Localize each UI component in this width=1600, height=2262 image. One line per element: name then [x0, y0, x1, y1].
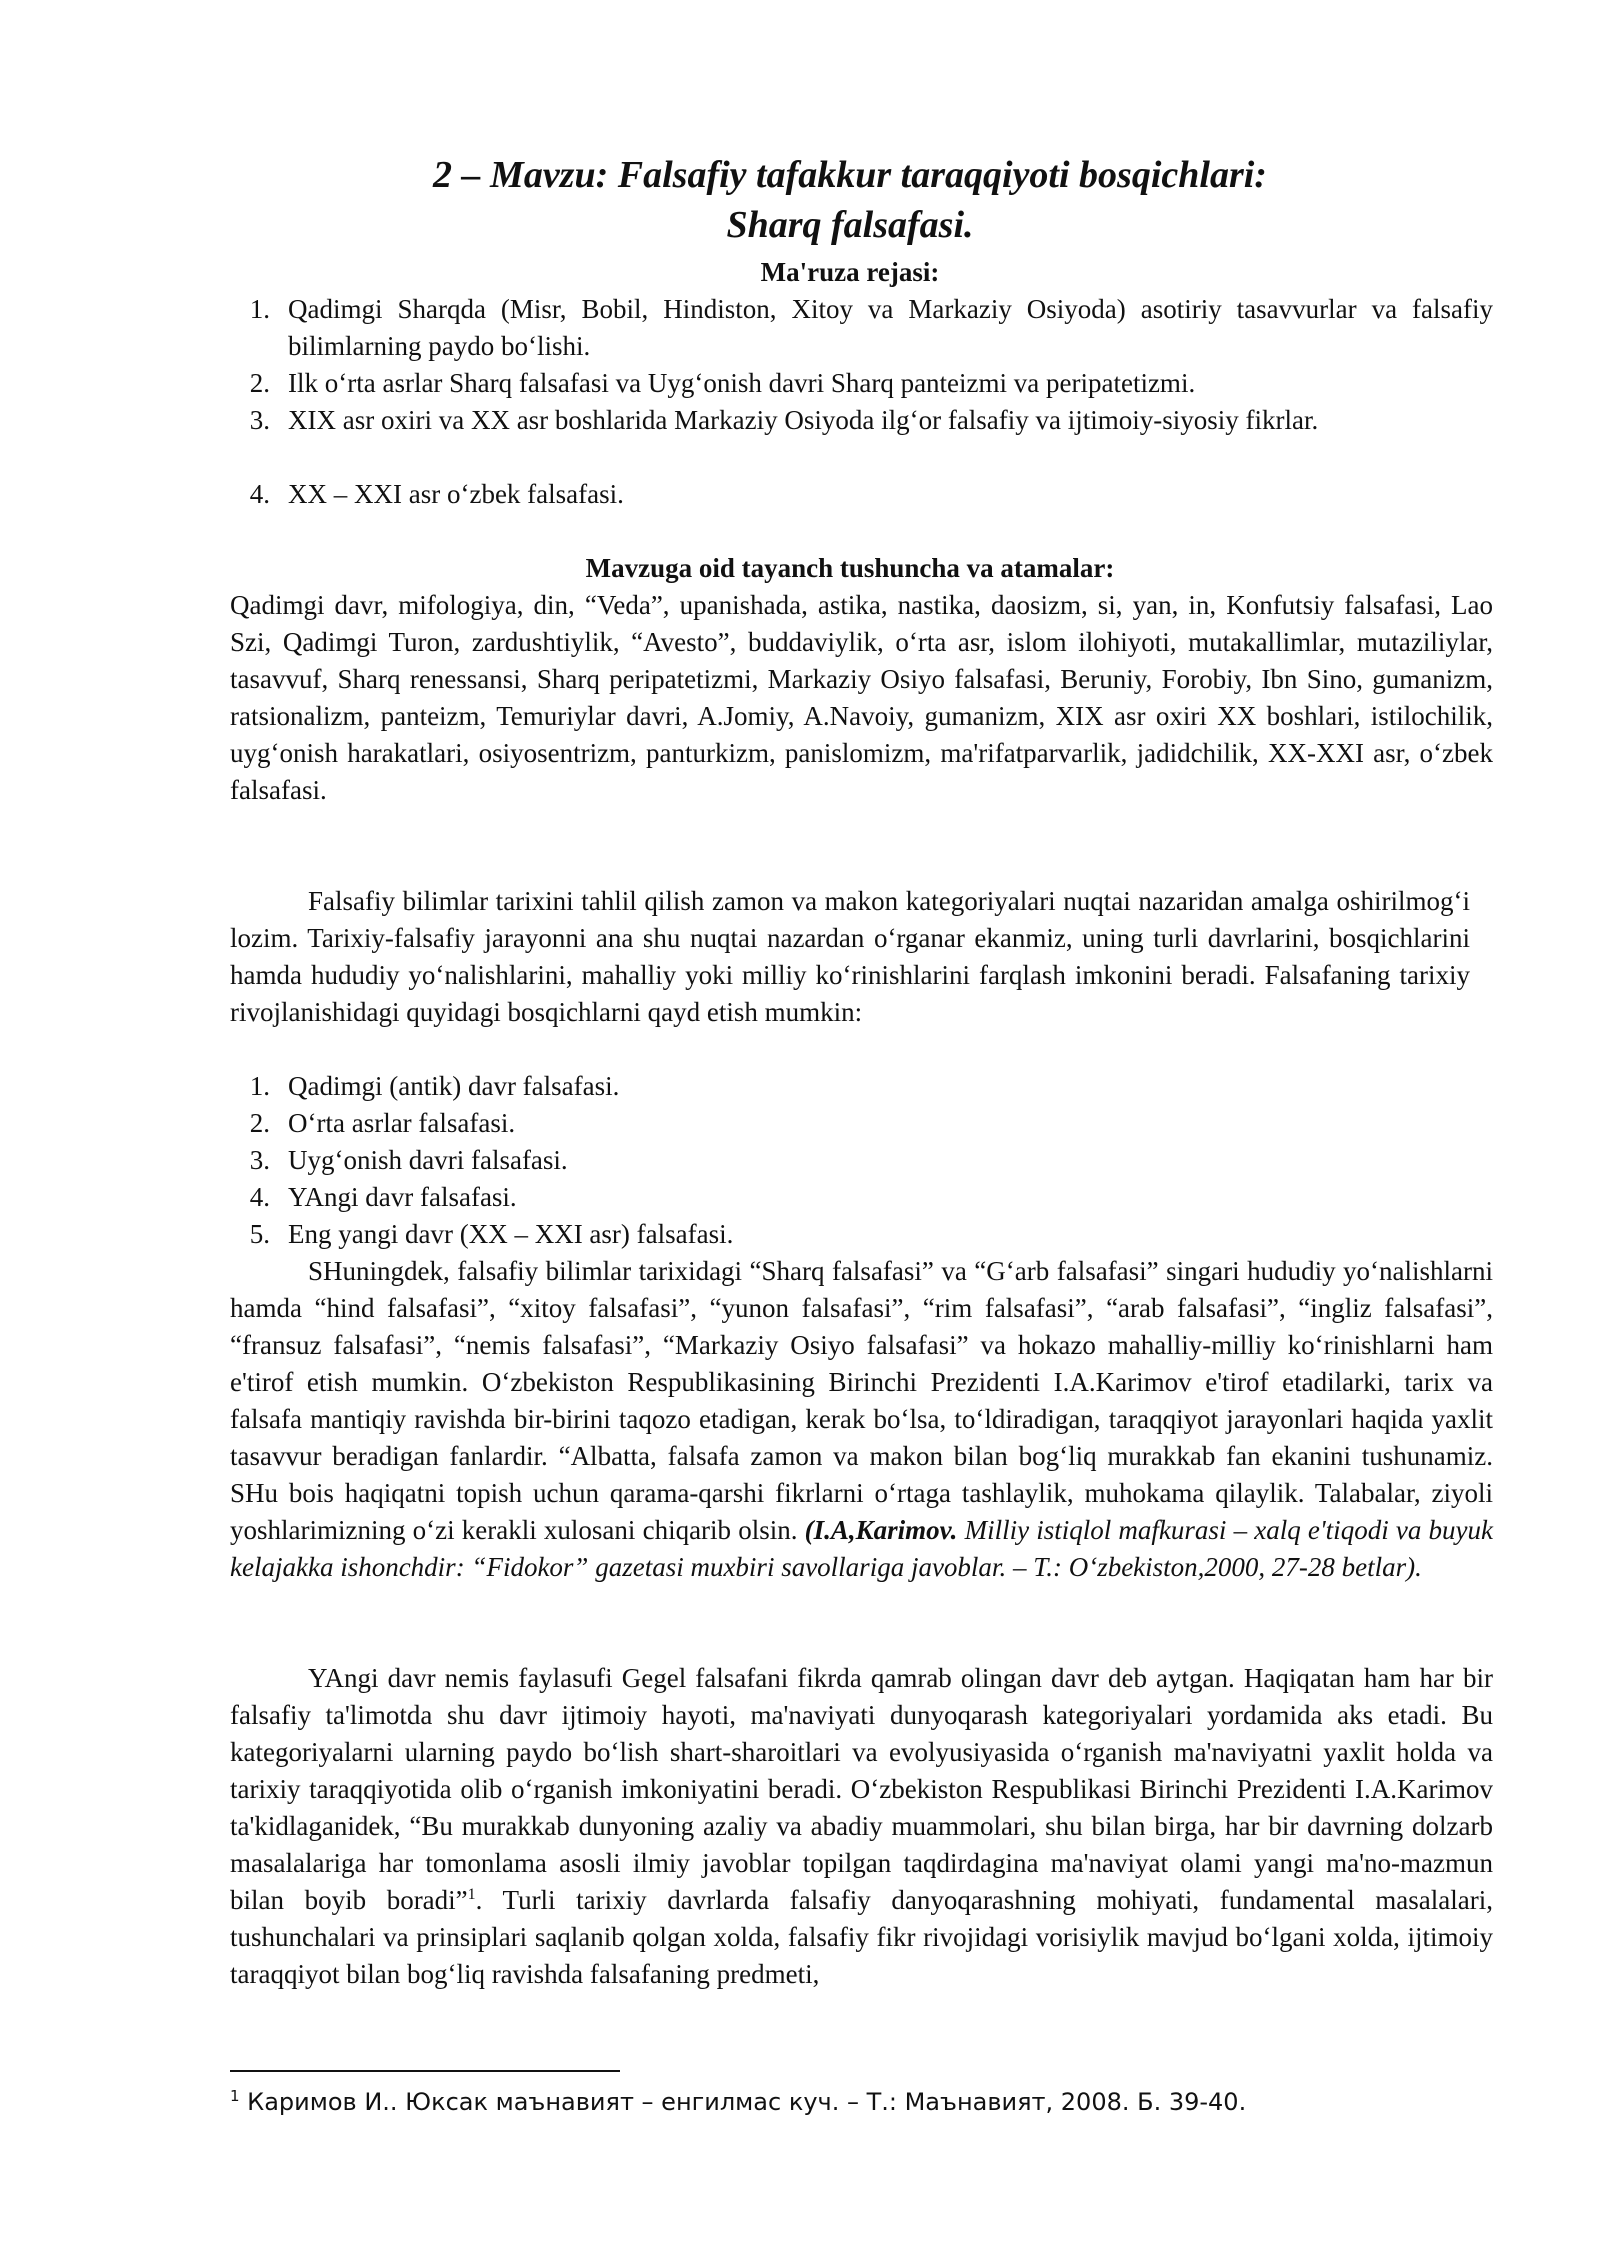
- karimov-quote-paragraph: [230, 1253, 1493, 1586]
- intro-paragraph: Falsafiy bilimlar tarixini tahlil qilish zamon va makon kategoriyalari nuqtai nazaridan amalga oshirilmog‘i lozim. Tarixiy-falsafiy jarayonni ana shu nuqtai nazardan o‘rganar ekanmiz, uning turli davrlarini, bosqichlarini hamda hududiy yo‘nalishlarini, mahalliy yoki milliy ko‘rinishlarini farqlash imkonini beradi. Falsafaning tarixiy rivojlanishidagi quyidagi bosqichlarni qayd etish mumkin:: [230, 886, 1470, 1027]
- plan-heading: Ma'ruza rejasi:: [760, 257, 940, 287]
- footnote: [230, 2086, 1470, 2118]
- footnote-separator: [230, 2070, 620, 2072]
- title-line-2: Sharq falsafasi.: [726, 204, 974, 246]
- plan-item-number: 2.: [249, 368, 270, 398]
- hegel-paragraph: [230, 1660, 1493, 1993]
- stage-text: O‘rta asrlar falsafasi.: [288, 1108, 516, 1138]
- terms-heading: Mavzuga oid tayanch tushuncha va atamalar:: [585, 553, 1115, 583]
- plan-item-number: 4.: [249, 479, 270, 509]
- stage-number: 1.: [249, 1071, 270, 1101]
- plan-item-number: 1.: [249, 294, 270, 324]
- stage-text: Qadimgi (antik) davr falsafasi.: [288, 1071, 620, 1101]
- stage-text: Eng yangi davr (XX – XXI asr) falsafasi.: [288, 1219, 734, 1249]
- citation-source: Milliy istiqlol mafkurasi – xalq e'tiqodi va buyuk kelajakka ishonchdir: “Fidokor” gazetasi muxbiri savollariga javoblar. – T.: O‘zbekiston,2000, 27-28 betlar).: [230, 1515, 1493, 1582]
- citation-author: (I.A,Karimov.: [804, 1515, 958, 1545]
- stage-number: 2.: [249, 1108, 270, 1138]
- footnote-reference[interactable]: 1: [467, 1886, 476, 1903]
- paragraph-text: YAngi davr nemis faylasufi Gegel falsafani fikrda qamrab olingan davr deb aytgan. Haqiqatan ham har bir falsafiy ta'limotda shu davr ijtimoiy hayoti, ma'naviyati dunyoqarash kategoriyalari yordamida aks etadi. Bu kategoriyalarni ularning paydo bo‘lish shart-sharoitlari va evolyusiyasida o‘rganish ma'naviyatni yaxlit holda va tarixiy taraqqiyotida olib o‘rganish imkoniyatini beradi. O‘zbekiston Respublikasi Birinchi Prezidenti I.A.Karimov ta'kidlaganidek, “Bu murakkab dunyoning azaliy va abadiy muammolari, shu bilan birga, har bir davrning dolzarb masalalariga har tomonlama asosli ilmiy javoblar topilgan taqdirdagina ma'naviyat olami yangi ma'no-mazmun bilan boyib boradi”: [230, 1663, 1493, 1915]
- stage-text: YAngi davr falsafasi.: [288, 1182, 517, 1212]
- title-line-1: 2 – Mavzu: Falsafiy tafakkur taraqqiyoti bosqichlari:: [433, 154, 1267, 196]
- paragraph-text: . Turli tarixiy davrlarda falsafiy danyoqarashning mohiyati, fundamental masalalari, tushunchalari va prinsiplari saqlanib qolgan xolda, falsafiy fikr rivojidagi vorisiylik mavjud bo‘lgani xolda, ijtimoiy taraqqiyot bilan bog‘liq ravishda falsafaning predmeti,: [230, 1885, 1493, 1989]
- stage-text: Uyg‘onish davri falsafasi.: [288, 1145, 568, 1175]
- footnote-text: Каримов И.. Юксак маънавият – енгилмас куч. – Т.: Маънавият, 2008. Б. 39-40.: [239, 2088, 1247, 2116]
- plan-item-text: XIX asr oxiri va XX asr boshlarida Markaziy Osiyoda ilg‘or falsafiy va ijtimoiy-siyosiy fikrlar.: [288, 405, 1319, 435]
- plan-item-number: 3.: [249, 405, 270, 435]
- terms-paragraph: Qadimgi davr, mifologiya, din, “Veda”, upanishada, astika, nastika, daosizm, si, yan, in, Konfutsiy falsafasi, Lao Szi, Qadimgi Turon, zardushtiylik, “Avesto”, buddaviylik, o‘rta asr, islom ilohiyoti, mutakallimlar, mutaziliylar, tasavvuf, Sharq renessansi, Sharq peripatetizmi, Markaziy Osiyo falsafasi, Beruniy, Forobiy, Ibn Sino, gumanizm, ratsionalizm, panteizm, Temuriylar davri, A.Jomiy, A.Navoiy, gumanizm, XIX asr oxiri XX boshlari, istilochilik, uyg‘onish harakatlari, osiyosentrizm, panturkizm, panislomizm, ma'rifatparvarlik, jadidchilik, XX-XXI asr, o‘zbek falsafasi.: [230, 590, 1493, 805]
- stage-number: 3.: [249, 1145, 270, 1175]
- plan-item-text: XX – XXI asr o‘zbek falsafasi.: [288, 479, 624, 509]
- footnote-number: 1: [230, 2087, 240, 2105]
- paragraph-text: SHuningdek, falsafiy bilimlar tarixidagi “Sharq falsafasi” va “G‘arb falsafasi” singari hududiy yo‘nalishlarni hamda “hind falsafasi”, “xitoy falsafasi”, “yunon falsafasi”, “rim falsafasi”, “arab falsafasi”, “ingliz falsafasi”, “fransuz falsafasi”, “nemis falsafasi”, “Markaziy Osiyo falsafasi” va hokazo mahalliy-milliy ko‘rinishlarni ham e'tirof etish mumkin. O‘zbekiston Respublikasining Birinchi Prezidenti I.A.Karimov e'tirof etadilarki, tarix va falsafa mantiqiy ravishda bir-birini taqozo etadigan, kerak bo‘lsa, to‘ldiradigan, taraqqiyot jarayonlari haqida yaxlit tasavvur beradigan fanlardir. “Albatta, falsafa zamon va makon bilan bog‘liq murakkab fan ekanini tushunamiz. SHu bois haqiqatni topish uchun qarama-qarshi fikrlarni o‘rtaga tashlaylik, muhokama qilaylik. Talabalar, ziyoli yoshlarimizning o‘zi kerakli xulosani chiqarib olsin.: [230, 1256, 1493, 1545]
- stage-number: 4.: [249, 1182, 270, 1212]
- stage-number: 5.: [249, 1219, 270, 1249]
- plan-item-text: Qadimgi Sharqda (Misr, Bobil, Hindiston, Xitoy va Markaziy Osiyoda) asotiriy tasavvurlar va falsafiy bilimlarning paydo bo‘lishi.: [288, 294, 1493, 361]
- plan-item-text: Ilk o‘rta asrlar Sharq falsafasi va Uyg‘onish davri Sharq panteizmi va peripatetizmi.: [288, 368, 1196, 398]
